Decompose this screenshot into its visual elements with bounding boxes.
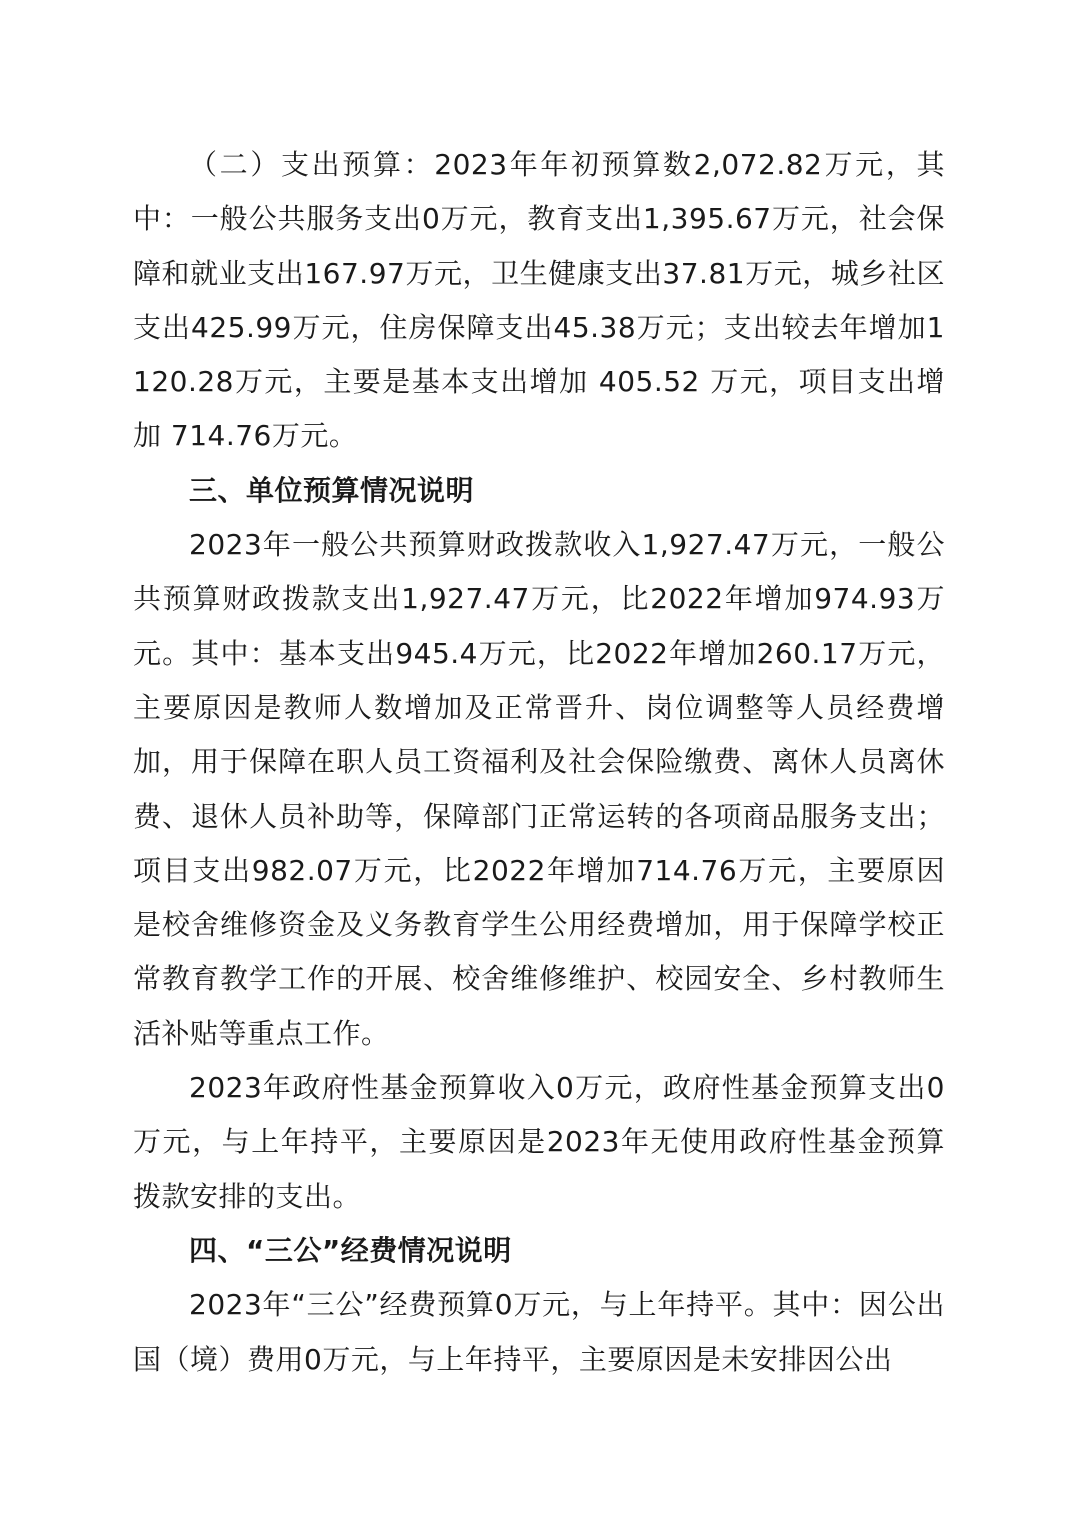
paragraph-three-public-expenses: 2023年“三公”经费预算0万元，与上年持平。其中：因公出国（境）费用0万元，与上年持平，主要原因是未安排因公出	[133, 1288, 945, 1376]
document-body	[133, 138, 945, 1387]
paragraph-government-fund-budget: 2023年政府性基金预算收入0万元，政府性基金预算支出0万元，与上年持平，主要原因是2023年无使用政府性基金预算拨款安排的支出。	[133, 1071, 945, 1213]
section-heading-three-public-expenses: 四、“三公”经费情况说明	[189, 1233, 512, 1267]
paragraph-general-public-budget: 2023年一般公共预算财政拨款收入1,927.47万元，一般公共预算财政拨款支出1,927.47万元，比2022年增加974.93万元。其中：基本支出945.4万元，比2022年增加260.17万元，主要原因是教师人数增加及正常晋升、岗位调整等人员经费增加，用于保障在职人员工资福利及社会保险缴费、离休人员离休费、退休人员补助等，保障部门正常运转的各项商品服务支出；项目支出982.07万元，比2022年增加714.76万元，主要原因是校舍维修资金及义务教育学生公用经费增加，用于保障学校正常教育教学工作的开展、校舍维修维护、校园安全、乡村教师生活补贴等重点工作。	[133, 528, 945, 1050]
section-heading-unit-budget: 三、单位预算情况说明	[189, 473, 475, 507]
paragraph-expenditure-budget: （二）支出预算：2023年年初预算数2,072.82万元，其中：一般公共服务支出0万元，教育支出1,395.67万元，社会保障和就业支出167.97万元，卫生健康支出37.81万元，城乡社区支出425.99万元，住房保障支出45.38万元；支出较去年增加1120.28万元，主要是基本支出增加 405.52 万元，项目支出增加 714.76万元。	[133, 148, 945, 453]
